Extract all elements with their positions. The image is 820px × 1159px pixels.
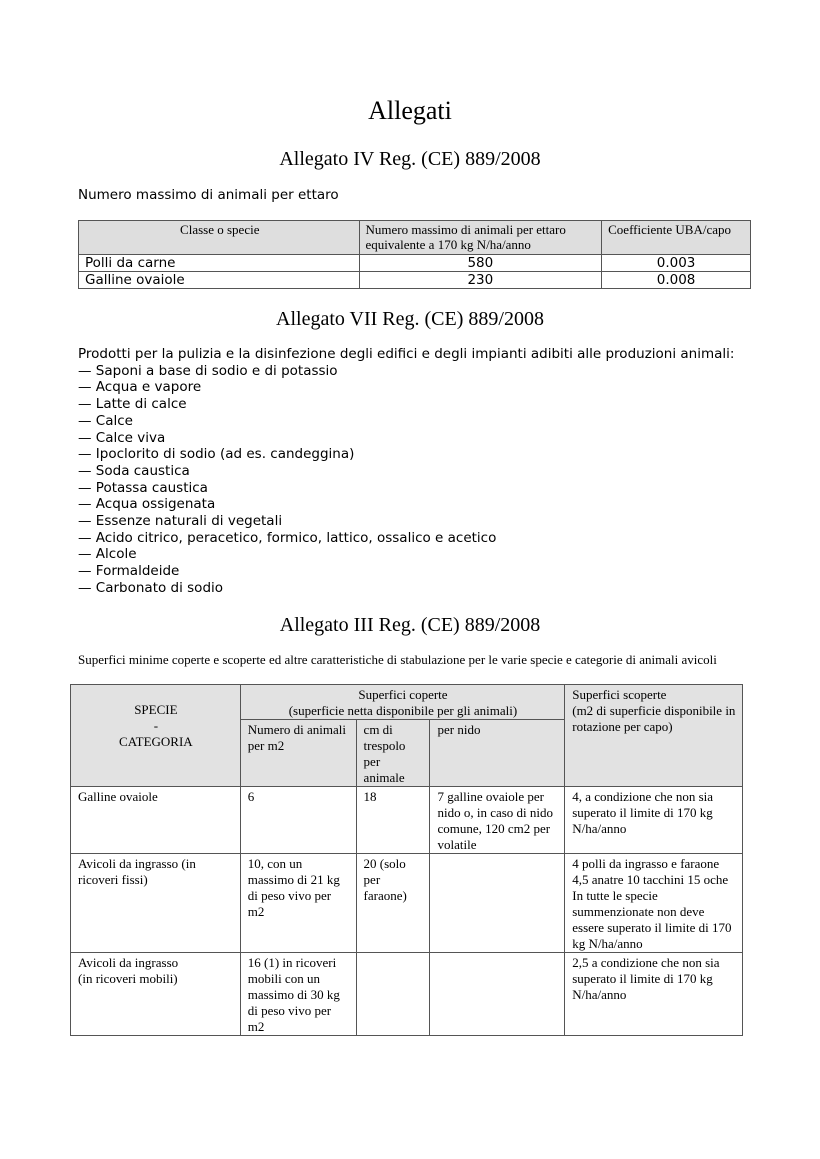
- list-item: — Formaldeide: [78, 563, 180, 580]
- list-item: — Calce viva: [78, 429, 166, 446]
- cell-per-nest: 7 galline ovaiole per nido o, in caso di nido comune, 120 cm2 per volatile: [430, 787, 565, 854]
- cell-perch-cm: 20 (solo per faraone): [356, 854, 430, 953]
- header-uncovered-note: (m2 di superficie disponibile in rotazione per capo): [572, 703, 736, 734]
- allegato-iii-heading: Allegato III Reg. (CE) 889/2008: [279, 614, 541, 636]
- cell-perch-cm: [356, 953, 430, 1036]
- list-item: — Acqua e vapore: [78, 379, 202, 396]
- animals-per-hectare-table: [78, 220, 751, 289]
- header-max-animals: Numero massimo di animali per ettaro equivalente a 170 kg N/ha/anno: [359, 221, 602, 255]
- cell-uncovered: 2,5 a condizione che non sia superato il limite di 170 kg N/ha/anno: [565, 953, 743, 1036]
- list-item: — Potassa caustica: [78, 479, 208, 496]
- page-title: Allegati: [368, 96, 452, 125]
- cleaning-products-list: [78, 363, 742, 597]
- cell-animals-per-m2: 6: [240, 787, 356, 854]
- header-class: Classe o specie: [79, 221, 360, 255]
- list-item: — Soda caustica: [78, 462, 190, 479]
- list-item: — Essenze naturali di vegetali: [78, 513, 283, 530]
- cell-uba: 0.003: [602, 255, 751, 272]
- list-item: — Latte di calce: [78, 396, 187, 413]
- cell-species-line: (in ricoveri mobili): [78, 971, 178, 986]
- header-uba-coefficient: Coefficiente UBA/capo: [602, 221, 751, 255]
- allegato-iv-subtitle: Numero massimo di animali per ettaro: [78, 187, 339, 203]
- allegato-vii-intro: Prodotti per la pulizia e la disinfezione degli edifici e degli impianti adibiti alle produzioni animali:: [78, 346, 735, 362]
- header-per-nest: per nido: [430, 720, 565, 787]
- allegato-iii-subtitle: Superfici minime coperte e scoperte ed altre caratteristiche di stabulazione per le varie specie e categorie di animali avicoli: [78, 652, 717, 667]
- poultry-housing-table: [70, 684, 743, 1036]
- cell-max-animals: 230: [359, 272, 602, 289]
- cell-perch-cm: 18: [356, 787, 430, 854]
- list-item: — Acido citrico, peracetico, formico, lattico, ossalico e acetico: [78, 529, 497, 546]
- table-header-row: [79, 221, 751, 255]
- table-row: [79, 272, 751, 289]
- allegato-vii-heading: Allegato VII Reg. (CE) 889/2008: [276, 308, 544, 330]
- cell-uncovered: 4, a condizione che non sia superato il limite di 170 kg N/ha/anno: [565, 787, 743, 854]
- table-row: [71, 953, 743, 1036]
- cleaning-products-section: [78, 346, 742, 597]
- cell-species: Galline ovaiole: [79, 272, 360, 289]
- cell-species: Galline ovaiole: [71, 787, 241, 854]
- table-row: [71, 787, 743, 854]
- cell-species: Polli da carne: [79, 255, 360, 272]
- header-uncovered-title: Superfici scoperte: [572, 687, 667, 702]
- cell-species: [71, 953, 241, 1036]
- header-covered-title: Superfici coperte: [358, 687, 448, 702]
- header-uncovered-surfaces: [565, 685, 743, 787]
- allegato-iv-heading: Allegato IV Reg. (CE) 889/2008: [279, 148, 541, 170]
- table-row: [71, 854, 743, 953]
- list-item: — Saponi a base di sodio e di potassio: [78, 362, 338, 379]
- list-item: — Calce: [78, 412, 133, 429]
- header-perch-cm: cm di trespolo per animale: [356, 720, 430, 787]
- cell-per-nest: [430, 953, 565, 1036]
- cell-species: Avicoli da ingrasso (in ricoveri fissi): [71, 854, 241, 953]
- list-item: — Alcole: [78, 546, 137, 563]
- table-row: [79, 255, 751, 272]
- list-item: — Ipoclorito di sodio (ad es. candeggina): [78, 446, 355, 463]
- cell-animals-per-m2: 10, con un massimo di 21 kg di peso vivo per m2: [240, 854, 356, 953]
- header-separator: -: [153, 717, 159, 733]
- table-header-row: [71, 685, 743, 720]
- cell-uncovered: 4 polli da ingrasso e faraone 4,5 anatre 10 tacchini 15 oche In tutte le specie summenzionate non deve essere superato il limite di 170 kg N/ha/anno: [565, 854, 743, 953]
- list-item: — Carbonato di sodio: [78, 579, 224, 596]
- cell-animals-per-m2: 16 (1) in ricoveri mobili con un massimo di 30 kg di peso vivo per m2: [240, 953, 356, 1036]
- header-species: SPECIE: [134, 701, 178, 717]
- header-animals-per-m2: Numero di animali per m2: [240, 720, 356, 787]
- cell-max-animals: 580: [359, 255, 602, 272]
- cell-per-nest: [430, 854, 565, 953]
- header-species-category: [71, 685, 241, 787]
- header-covered-note: (superficie netta disponibile per gli animali): [288, 703, 518, 718]
- cell-species-line: Avicoli da ingrasso: [78, 955, 179, 970]
- header-covered-surfaces: [240, 685, 565, 720]
- cell-uba: 0.008: [602, 272, 751, 289]
- header-category: CATEGORIA: [119, 733, 193, 749]
- list-item: — Acqua ossigenata: [78, 496, 216, 513]
